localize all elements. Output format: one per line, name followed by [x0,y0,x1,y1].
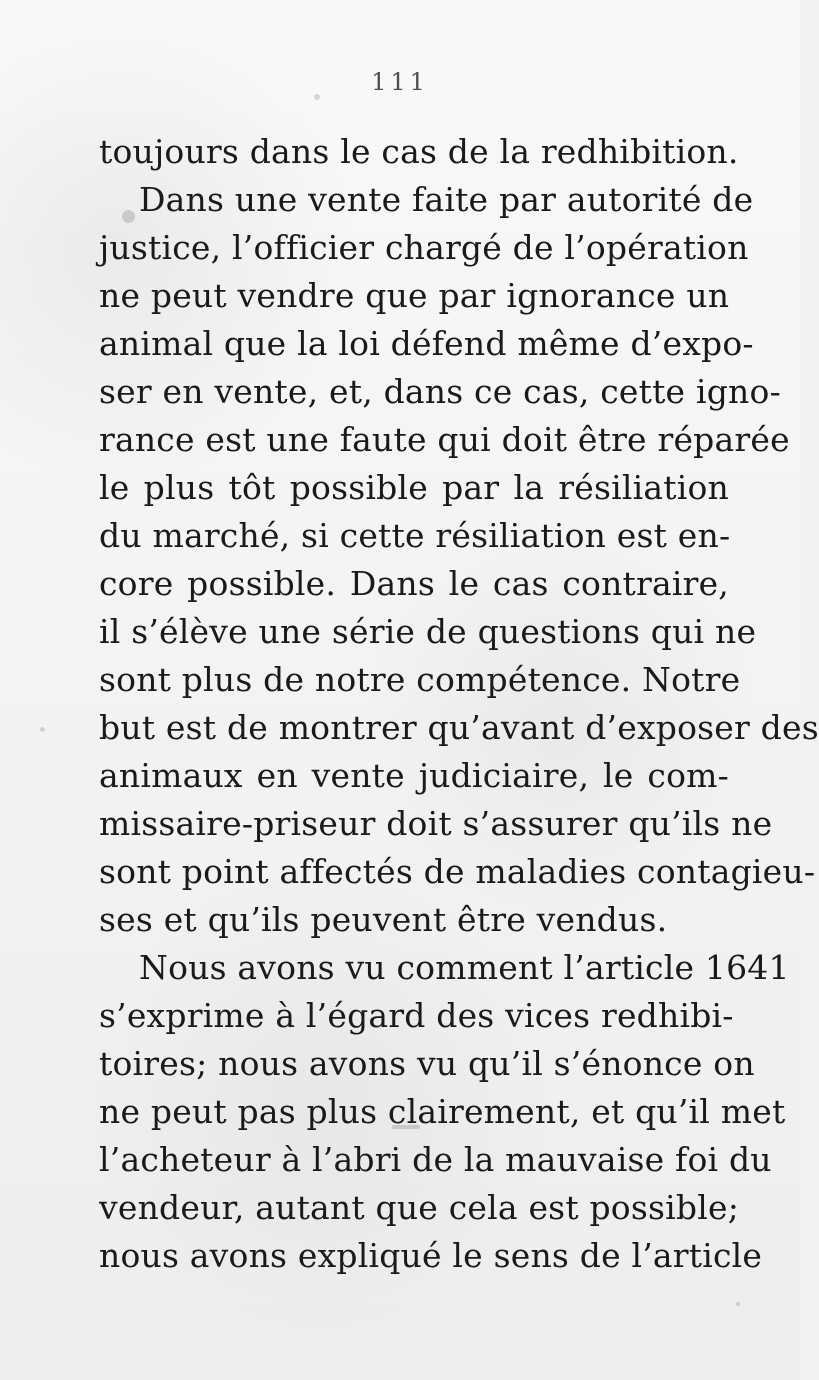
text-line-09: du marché, si cette résiliation est en- [99,516,731,555]
text-line-07: rance est une faute qui doit être réparée [99,420,790,459]
page-number: 111 [371,68,429,96]
text-line-06: ser en vente, et, dans ce cas, cette igno- [99,372,781,411]
text-line-23: vendeur, autant que cela est possible; [99,1188,740,1227]
text-line-01: toujours dans le cas de la redhibition. [99,132,739,171]
text-line-02: Dans une vente faite par autorité de [139,180,754,219]
text-line-18: Nous avons vu comment l’article 1641 [139,948,790,987]
text-line-03: justice, l’officier chargé de l’opération [99,228,749,267]
text-line-20: toires; nous avons vu qu’il s’énonce on [99,1044,755,1083]
text-line-13: but est de montrer qu’avant d’exposer des [99,708,819,747]
text-line-21: ne peut pas plus clairement, et qu’il met [99,1092,786,1131]
text-line-24: nous avons expliqué le sens de l’article [99,1236,763,1275]
text-line-19: s’exprime à l’égard des vices redhibi- [99,996,734,1035]
text-line-17: ses et qu’ils peuvent être vendus. [99,900,668,939]
text-line-11: il s’élève une série de questions qui ne [99,612,757,651]
text-line-14: animaux en vente judiciaire, le com- [99,756,729,795]
text-line-16: sont point affectés de maladies contagieu- [99,852,816,891]
text-line-04: ne peut vendre que par ignorance un [99,276,730,315]
text-line-22: l’acheteur à l’abri de la mauvaise foi du [99,1140,772,1179]
paper-speck [40,727,45,732]
text-line-05: animal que la loi défend même d’expo- [99,324,754,363]
text-line-08: le plus tôt possible par la résiliation [99,468,729,507]
text-line-15: missaire-priseur doit s’assurer qu’ils ne [99,804,773,843]
text-line-10: core possible. Dans le cas contraire, [99,564,729,603]
paper-speck [736,1302,740,1306]
text-line-12: sont plus de notre compétence. Notre [99,660,741,699]
body-text [99,130,819,1280]
